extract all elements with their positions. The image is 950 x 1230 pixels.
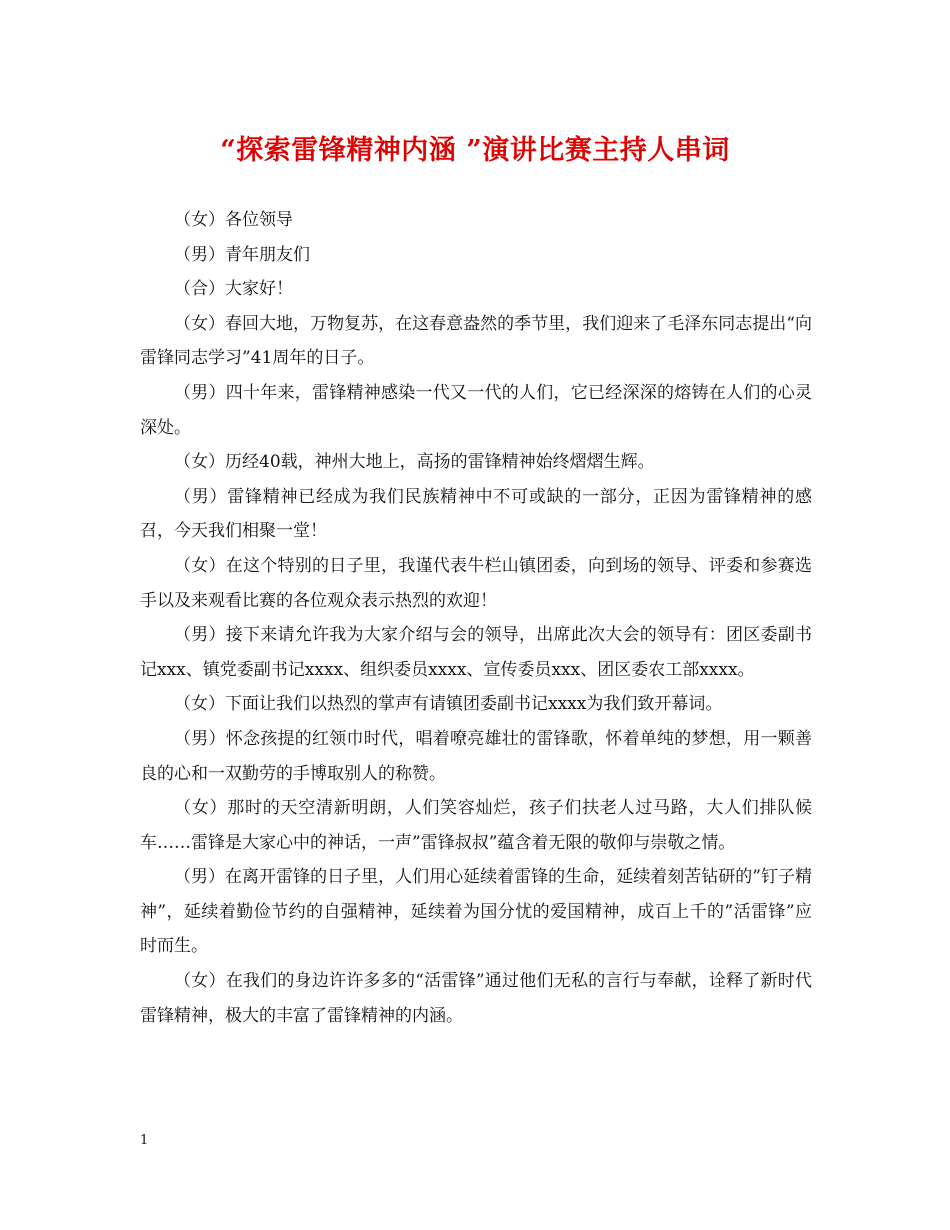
paragraph: （男）接下来请允许我为大家介绍与会的领导，出席此次大会的领导有：团区委副书记xxx、镇党委副书记xxxx、组织委员xxxx、宣传委员xxx、团区委农工部xxxx。: [140, 625, 812, 680]
paragraph: （男）雷锋精神已经成为我们民族精神中不可或缺的一部分，正因为雷锋精神的感召，今天我们相聚一堂！: [140, 486, 812, 542]
page-number: 1: [140, 1133, 149, 1148]
paragraph: （女）春回大地，万物复苏，在这春意盎然的季节里，我们迎来了毛泽东同志提出“向雷锋同志学习”41周年的日子。: [140, 313, 812, 369]
paragraph: （女）在我们的身边许许多多的“活雷锋”通过他们无私的言行与奉献，诠释了新时代雷锋精神，极大的丰富了雷锋精神的内涵。: [140, 971, 812, 1026]
paragraph: （男）四十年来，雷锋精神感染一代又一代的人们，它已经深深的熔铸在人们的心灵深处。: [140, 382, 812, 438]
paragraph: （男）在离开雷锋的日子里，人们用心延续着雷锋的生命，延续着刻苦钻研的”钉子精神”，延续着勤俭节约的自强精神，延续着为国分忧的爱国精神，成百上千的”活雷锋”应时而生。: [140, 867, 812, 957]
document-body: [140, 203, 812, 1033]
paragraph: （女）历经40载，神州大地上，高扬的雷锋精神始终熠熠生辉。: [174, 452, 655, 473]
paragraph: （男）怀念孩提的红领巾时代，唱着嘹亮雄壮的雷锋歌，怀着单纯的梦想，用一颗善良的心和一双勤劳的手博取别人的称赞。: [140, 728, 812, 784]
paragraph: （女）下面让我们以热烈的掌声有请镇团委副书记xxxx为我们致开幕词。: [174, 694, 723, 715]
paragraph: （合）大家好！: [174, 279, 293, 300]
paragraph: （女）各位领导: [174, 210, 293, 230]
document-title: “探索雷锋精神内涵 ”演讲比赛主持人串词: [220, 135, 730, 166]
paragraph: （女）在这个特别的日子里，我谨代表牛栏山镇团委，向到场的领导、评委和参赛选手以及来观看比赛的各位观众表示热烈的欢迎！: [140, 555, 812, 611]
paragraph: （男）青年朋友们: [174, 244, 310, 265]
paragraph: （女）那时的天空清新明朗，人们笑容灿烂，孩子们扶老人过马路，大人们排队候车……雷锋是大家心中的神话，一声”雷锋叔叔”蕴含着无限的敬仰与崇敬之情。: [140, 798, 812, 853]
